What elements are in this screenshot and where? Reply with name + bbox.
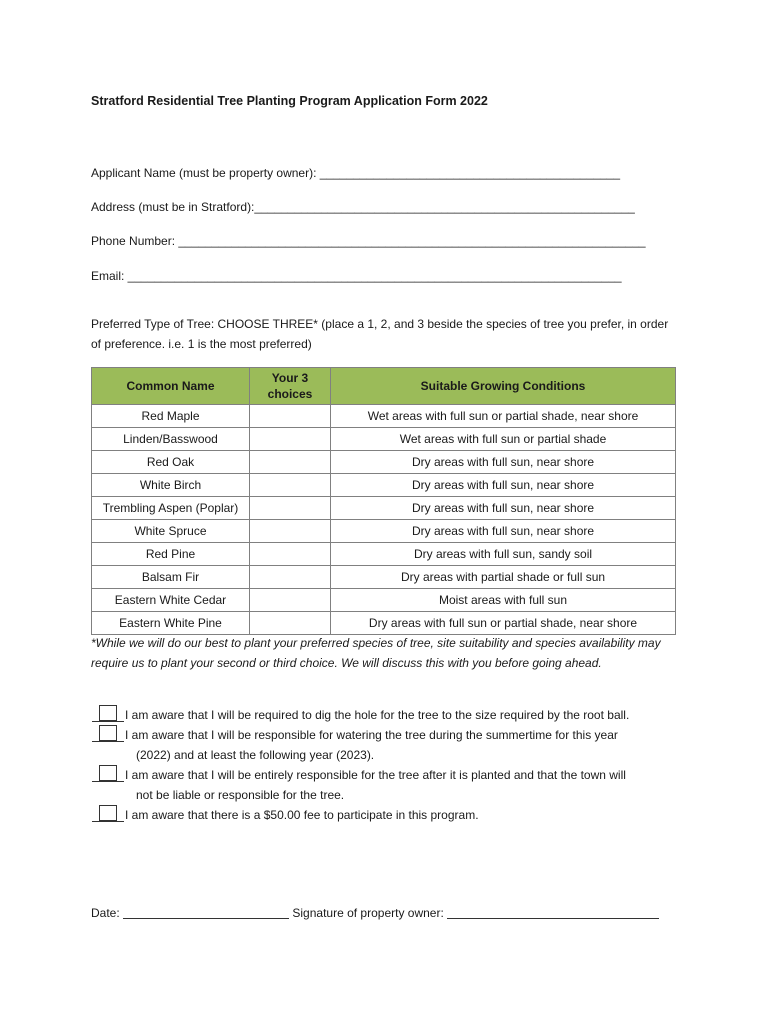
acknowledgement-item	[91, 805, 681, 825]
tree-name: Eastern White Pine	[92, 612, 250, 635]
growing-conditions: Dry areas with full sun, near shore	[331, 520, 676, 543]
tree-name: White Spruce	[92, 520, 250, 543]
choice-cell[interactable]	[250, 497, 331, 520]
acknowledgement-text: I am aware that there is a $50.00 fee to participate in this program.	[125, 808, 479, 822]
acknowledgement-checkbox[interactable]	[99, 805, 117, 821]
email-field[interactable]: Email: __________________________________________________________________________	[91, 269, 622, 283]
growing-conditions: Moist areas with full sun	[331, 589, 676, 612]
acknowledgement-checkbox[interactable]	[99, 765, 117, 781]
header-your-choices: Your 3 choices	[250, 368, 331, 405]
choice-cell[interactable]	[250, 428, 331, 451]
choice-cell[interactable]	[250, 405, 331, 428]
choice-cell[interactable]	[250, 520, 331, 543]
table-header-row	[92, 368, 676, 405]
tree-name: Linden/Basswood	[92, 428, 250, 451]
applicant-name-field[interactable]: Applicant Name (must be property owner): _____________________________________________	[91, 166, 621, 180]
table-row	[92, 589, 676, 612]
table-row	[92, 451, 676, 474]
choice-cell[interactable]	[250, 589, 331, 612]
table-row	[92, 497, 676, 520]
tree-choice-table	[91, 367, 676, 635]
tree-name: White Birch	[92, 474, 250, 497]
choice-cell[interactable]	[250, 612, 331, 635]
preference-instructions: Preferred Type of Tree: CHOOSE THREE* (place a 1, 2, and 3 beside the species of tree you prefer, in order of preference. i.e. 1 is the most preferred)	[91, 317, 669, 351]
address-field[interactable]: Address (must be in Stratford):_________________________________________________________	[91, 200, 635, 214]
acknowledgement-text-continued: (2022) and at least the following year (2023).	[136, 748, 375, 762]
species-availability-note: *While we will do our best to plant your preferred species of tree, site suitability and species availability may require us to plant your second or third choice. We will discuss this with you before going ahead.	[91, 636, 661, 670]
form-title: Stratford Residential Tree Planting Program Application Form 2022	[91, 94, 488, 108]
date-label: Date:	[91, 906, 120, 920]
acknowledgement-checkbox[interactable]	[99, 705, 117, 721]
phone-field[interactable]: Phone Number: ______________________________________________________________________	[91, 234, 646, 248]
growing-conditions: Wet areas with full sun or partial shade	[331, 428, 676, 451]
choice-cell[interactable]	[250, 566, 331, 589]
table-row	[92, 474, 676, 497]
acknowledgement-checkbox[interactable]	[99, 725, 117, 741]
tree-name: Eastern White Cedar	[92, 589, 250, 612]
growing-conditions: Dry areas with partial shade or full sun	[331, 566, 676, 589]
table-row	[92, 520, 676, 543]
acknowledgement-item	[91, 705, 681, 725]
table-row	[92, 543, 676, 566]
choice-cell[interactable]	[250, 543, 331, 566]
header-common-name: Common Name	[92, 368, 250, 405]
signature-row	[91, 906, 659, 920]
date-input-line[interactable]	[123, 906, 289, 919]
table-row	[92, 612, 676, 635]
table-row	[92, 566, 676, 589]
tree-name: Balsam Fir	[92, 566, 250, 589]
table-row	[92, 428, 676, 451]
header-growing-conditions: Suitable Growing Conditions	[331, 368, 676, 405]
table-row	[92, 405, 676, 428]
acknowledgement-text: I am aware that I will be responsible for watering the tree during the summertime for this year	[125, 728, 618, 742]
acknowledgement-item	[91, 765, 681, 805]
choice-cell[interactable]	[250, 451, 331, 474]
acknowledgement-text: I am aware that I will be required to dig the hole for the tree to the size required by the root ball.	[125, 708, 630, 722]
signature-input-line[interactable]	[447, 906, 659, 919]
acknowledgement-text-continued: not be liable or responsible for the tree.	[136, 788, 345, 802]
growing-conditions: Wet areas with full sun or partial shade, near shore	[331, 405, 676, 428]
tree-name: Trembling Aspen (Poplar)	[92, 497, 250, 520]
growing-conditions: Dry areas with full sun, near shore	[331, 451, 676, 474]
growing-conditions: Dry areas with full sun, near shore	[331, 497, 676, 520]
choice-cell[interactable]	[250, 474, 331, 497]
tree-name: Red Maple	[92, 405, 250, 428]
growing-conditions: Dry areas with full sun, sandy soil	[331, 543, 676, 566]
acknowledgement-item	[91, 725, 681, 765]
tree-name: Red Oak	[92, 451, 250, 474]
signature-label: Signature of property owner:	[292, 906, 444, 920]
growing-conditions: Dry areas with full sun or partial shade, near shore	[331, 612, 676, 635]
growing-conditions: Dry areas with full sun, near shore	[331, 474, 676, 497]
acknowledgement-text: I am aware that I will be entirely responsible for the tree after it is planted and that the town will	[125, 768, 626, 782]
tree-name: Red Pine	[92, 543, 250, 566]
